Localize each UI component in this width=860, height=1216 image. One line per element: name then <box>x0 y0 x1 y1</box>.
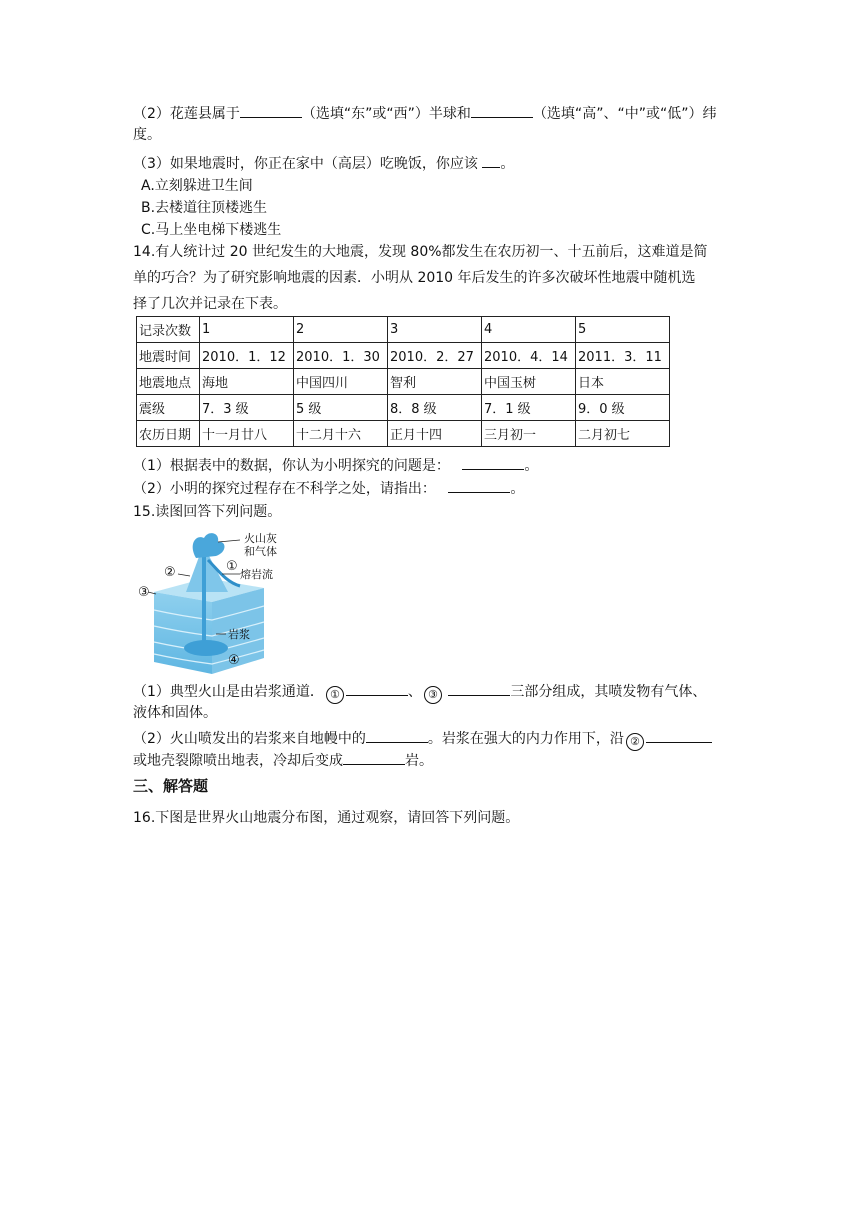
marker-3: ③ <box>138 585 150 600</box>
q13-option-c: C.马上坐电梯下楼逃生 <box>141 222 282 238</box>
label-gas: 和气体 <box>244 546 277 558</box>
answer-blank <box>482 153 500 168</box>
table-row <box>137 369 670 395</box>
row-label: 震级 <box>137 395 200 421</box>
table-cell: 2011．3．11 <box>576 343 670 369</box>
row-label: 地震时间 <box>137 343 200 369</box>
table-cell: 中国四川 <box>294 369 388 395</box>
section-heading: 三、解答题 <box>133 777 209 795</box>
q13-part2-text-a: （2）花莲县属于 <box>133 106 240 122</box>
label-ash: 火山灰 <box>244 533 277 545</box>
q15-title: 15.读图回答下列问题。 <box>133 504 282 520</box>
q15-sub2-text-c: 或地壳裂隙喷出地表，冷却后变成 <box>133 753 343 769</box>
circled-1: ① <box>326 686 344 704</box>
q15-sub2-line2 <box>133 750 733 772</box>
answer-blank <box>462 455 524 470</box>
table-cell: 十二月十六 <box>294 421 388 447</box>
table-cell: 3 <box>388 317 482 343</box>
magma-conduit <box>202 556 206 646</box>
answer-blank <box>448 681 510 696</box>
table-cell: 2010．1．30 <box>294 343 388 369</box>
table-cell: 海地 <box>200 369 294 395</box>
table-cell: 5 <box>576 317 670 343</box>
q15-sub1-text-b: 三部分组成，其喷发物有气体、 <box>510 684 707 700</box>
q13-part2-text-b: （选填“东”或“西”）半球和 <box>301 106 471 122</box>
marker-2: ② <box>164 565 176 580</box>
row-label: 地震地点 <box>137 369 200 395</box>
q15-sub1-sep: 、 <box>407 684 422 700</box>
q14-intro-line3: 择了几次并记录在下表。 <box>133 296 287 312</box>
table-cell: 8．8 级 <box>388 395 482 421</box>
q14-intro-line1: 14.有人统计过 20 世纪发生的大地震，发现 80%都发生在农历初一、十五前后，这难道是简 <box>133 244 708 260</box>
marker-1: ① <box>226 559 238 574</box>
table-cell: 日本 <box>576 369 670 395</box>
table-cell: 十一月廿八 <box>200 421 294 447</box>
q14-sub2-period: 。 <box>510 481 525 497</box>
row-label: 农历日期 <box>137 421 200 447</box>
answer-blank <box>448 478 510 493</box>
table-cell: 智利 <box>388 369 482 395</box>
q13-option-a: A.立刻躲进卫生间 <box>141 178 253 194</box>
table-cell: 7．1 级 <box>482 395 576 421</box>
q13-option-b: B.去楼道往顶楼逃生 <box>141 200 268 216</box>
table-row <box>137 395 670 421</box>
table-cell: 5 级 <box>294 395 388 421</box>
circled-3: ③ <box>424 686 442 704</box>
q13-part2-line1 <box>133 103 733 125</box>
answer-blank <box>646 728 712 743</box>
label-magma: 岩浆 <box>228 629 250 641</box>
table-cell: 7．3 级 <box>200 395 294 421</box>
table-row <box>137 317 670 343</box>
ash-plume <box>193 533 225 558</box>
table-cell: 二月初七 <box>576 421 670 447</box>
row-label: 记录次数 <box>137 317 200 343</box>
q13-part2-line2: 度。 <box>133 127 161 143</box>
table-cell: 4 <box>482 317 576 343</box>
table-cell: 2010．1．12 <box>200 343 294 369</box>
answer-blank <box>343 750 405 765</box>
table-cell: 2010．2．27 <box>388 343 482 369</box>
table-cell: 1 <box>200 317 294 343</box>
volcano-figure <box>136 530 296 678</box>
q15-sub1-line2: 液体和固体。 <box>133 705 217 721</box>
table-cell: 2 <box>294 317 388 343</box>
q13-part3-end: 。 <box>500 156 515 172</box>
q15-sub1-line1 <box>133 681 733 704</box>
q14-sub2 <box>133 478 733 500</box>
label-lava: 熔岩流 <box>240 569 273 581</box>
table-row <box>137 421 670 447</box>
q14-sub1 <box>133 455 733 477</box>
q13-part3-text: （3）如果地震时，你正在家中（高层）吃晚饭，你应该 <box>133 156 478 172</box>
table-cell: 正月十四 <box>388 421 482 447</box>
table-cell: 中国玉树 <box>482 369 576 395</box>
q14-sub2-text: （2）小明的探究过程存在不科学之处，请指出： <box>133 481 436 497</box>
answer-blank <box>346 681 408 696</box>
q14-sub1-text: （1）根据表中的数据，你认为小明探究的问题是： <box>133 458 450 474</box>
q15-sub1-text-a: （1）典型火山是由岩浆通道． <box>133 684 324 700</box>
table-cell: 2010．4．14 <box>482 343 576 369</box>
magma-chamber <box>184 640 228 656</box>
q15-sub2-text-b: 。岩浆在强大的内力作用下，沿 <box>427 731 624 747</box>
q15-sub2-text-a: （2）火山喷发出的岩浆来自地幔中的 <box>133 731 366 747</box>
q15-sub2-text-d: 岩。 <box>405 753 433 769</box>
marker-4: ④ <box>228 653 240 668</box>
table-cell: 9．0 级 <box>576 395 670 421</box>
circled-2: ② <box>626 733 644 751</box>
answer-blank <box>240 103 302 118</box>
q15-sub2-line1 <box>133 728 733 751</box>
q14-intro-line2: 单的巧合？为了研究影响地震的因素．小明从 2010 年后发生的许多次破坏性地震中随机选 <box>133 270 696 286</box>
answer-blank <box>366 728 428 743</box>
table-row <box>137 343 670 369</box>
earthquake-table <box>136 316 670 447</box>
q13-part3 <box>133 153 733 175</box>
q14-sub1-period: 。 <box>524 458 539 474</box>
answer-blank <box>471 103 533 118</box>
q16-text: 16.下图是世界火山地震分布图，通过观察，请回答下列问题。 <box>133 810 520 826</box>
q13-part2-text-c: （选填“高”、“中”或“低”）纬 <box>532 106 717 122</box>
table-cell: 三月初一 <box>482 421 576 447</box>
